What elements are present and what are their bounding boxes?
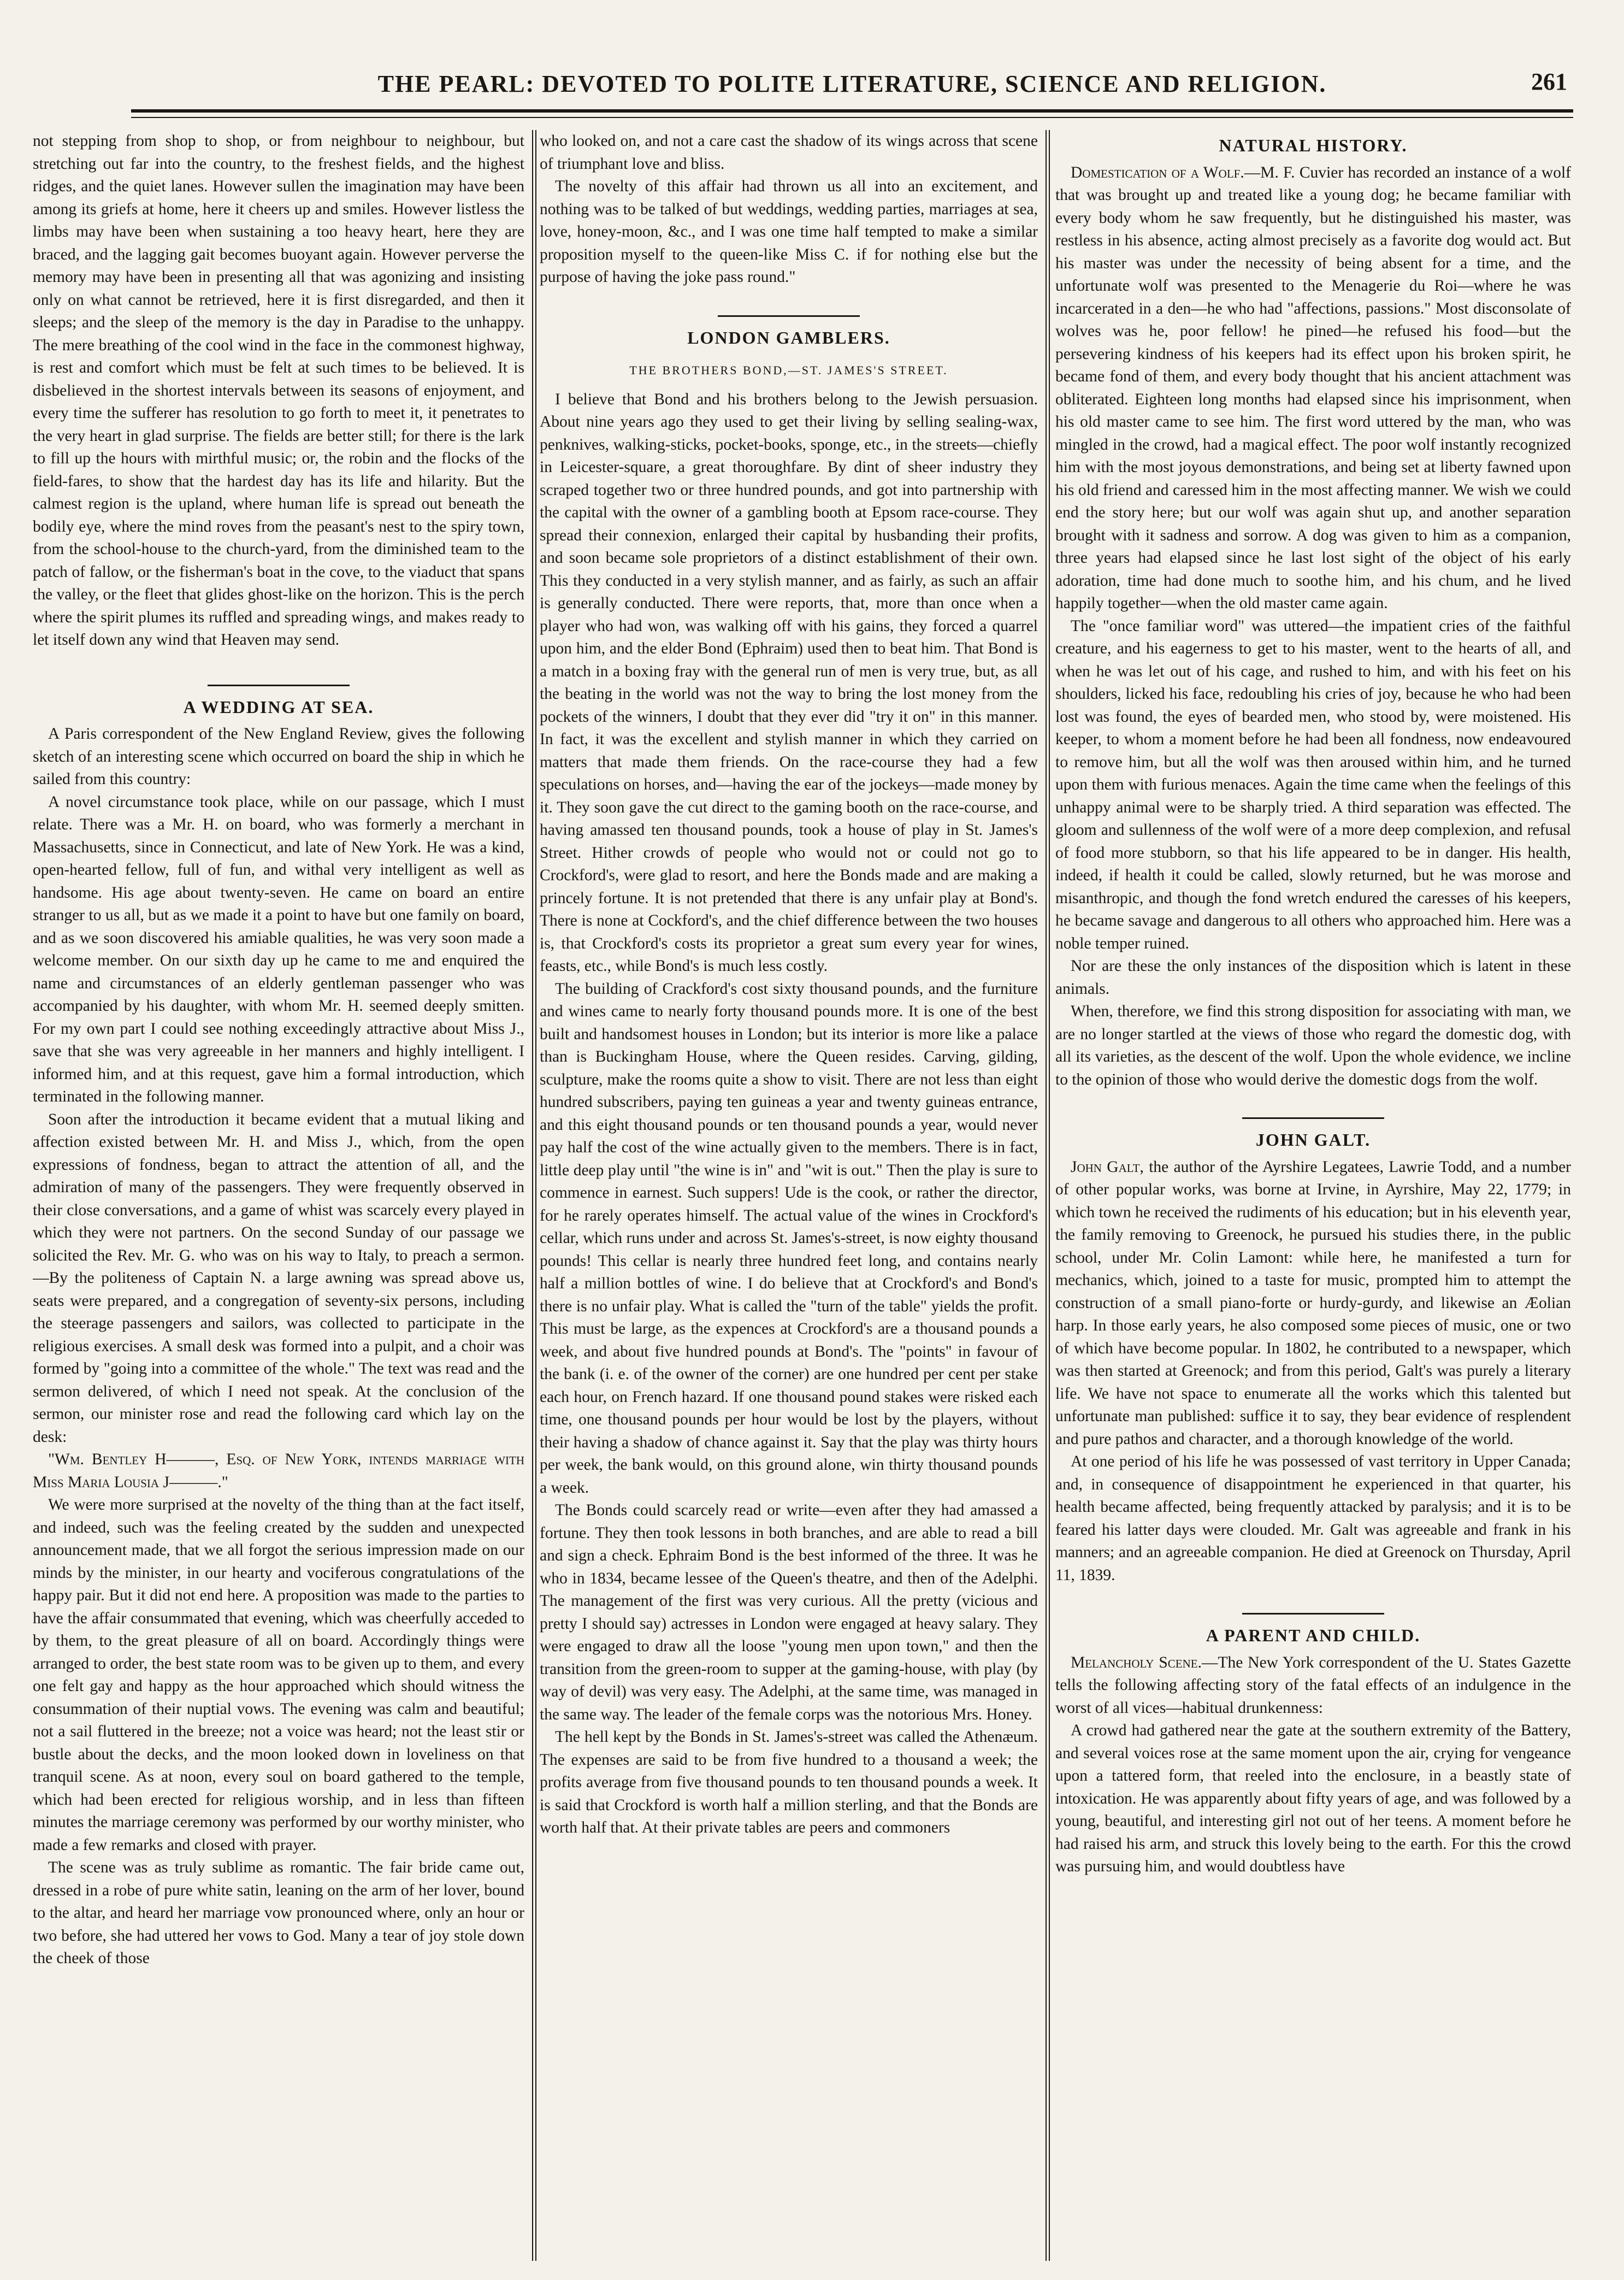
article-heading-gamblers: LONDON GAMBLERS. <box>687 327 890 347</box>
section-divider <box>718 315 860 317</box>
paragraph-text: —M. F. Cuvier has recorded an instance of a wolf that was brought up and treated like a young dog; he became familiar with every body whom he saw frequently, but he distinguished his master, was restless in his absence, acting almost precisely as a favorite dog would act. But his master was under the necessity of being absent for a time, and the unfortunate wolf was presented to the Menagerie du Roi—where he was incarcerated in a den—he who had "affections, passions." Most disconsolate of wolves was he, poor fellow! he pined—he refused his food—but the persevering kindness of his keepers had its effect upon his broken spirit, he became fond of them, and every body thought that his ancient attachment was obliterated. Eighteen long months had elapsed since his imprisonment, when his old master came to see him. The first word uttered by the man, who was mingled in the crowd, had a magical effect. The poor wolf instantly recognized him with the most joyous demonstrations, and being set at liberty fawned upon his old friend and caressed him in the most affecting manner. We wish we could end the story here; but our wolf was again shut up, and another separation brought with it sadness and sorrow. A dog was given to him as a companion, three years had elapsed since he last lost sight of the object of his early adoration, time had done much to soothe him, and his chum, and he lived happily together—when the old master came again. <box>1055 163 1571 612</box>
paragraph: The scene was as truly sublime as romantic. The fair bride came out, dressed in a robe of pure white satin, leaning on the arm of her lover, bound to the altar, and heard her marriage vow pronounced where, only an hour or two before, she had uttered her vows to God. Many a tear of joy stole down the cheek of those <box>33 1859 524 1967</box>
run-in-lead: Melancholy Scene. <box>1071 1653 1202 1671</box>
paragraph: The Bonds could scarcely read or write—even after they had amassed a fortune. They then took lessons in both branches, and are able to read a bill and sign a check. Ephraim Bond is the best informed of the three. It was he who in 1834, became lessee of the Queen's theatre, and then of the Adelphi. The management of the first was very curious. All the pretty (vicious and pretty I should say) actresses in London were engaged at heavy salary. They were engaged to draw all the loose "young men upon town," and then the transition from the green-room to supper at the gaming-house, with play (by way of devil) was very easy. The Adelphi, at the same time, was managed in the same way. The leader of the female corps was the notorious Mrs. Honey. <box>540 1501 1038 1723</box>
article-heading-parent-child: A PARENT AND CHILD. <box>1206 1625 1421 1645</box>
paragraph: When, therefore, we find this strong disposition for associating with man, we are no longer startled at the views of those who regard the domestic dog, with all its varieties, as the descent of the wolf. Upon the whole evidence, we incline to the opinion of those who would derive the domestic dogs from the wolf. <box>1055 1003 1571 1088</box>
section-divider <box>208 685 350 686</box>
paragraph: not stepping from shop to shop, or from neighbour to neighbour, but stretching out far into the country, to the freshest fields, and the highest ridges, and the quiet lanes. However sullen the imagination may have been among its griefs at home, here it cheers up and smiles. However listless the limbs may have been when sustaining a too heavy heart, here they are braced, and the lagging gait becomes buoyant again. However perverse the memory may have been in presenting all that was agonizing and insisting only on what cannot be retrieved, here it is first disregarded, and then it sleeps; and the sleep of the memory is the day in Paradise to the unhappy. The mere breathing of the cool wind in the face in the commonest highway, is rest and comfort which must be felt at such times to be believed. It is disbelieved in the shortest intervals between its seasons of enjoyment, and every time the sufferer has resolution to go forth to meet it, it penetrates to the very heart in glad surprise. The fields are better still; for there is the lark to fill up the hours with mirthful music; or, the robin and the flocks of the field-fares, to show that the hardest day has its life and hilarity. But the calmest region is the upland, where human life is spread out beneath the bodily eye, where the mind roves from the peasant's nest to the spiry town, from the school-house to the church-yard, from the diminished team to the patch of fallow, or the fisherman's boat in the cove, to the viaduct that spans the valley, or the fleet that glides ghost-like on the horizon. This is the perch where the spirit plumes its ruffled and spreading wings, and makes ready to let itself down any wind that Heaven may send. <box>33 132 524 649</box>
masthead-rule-thin <box>131 117 1573 118</box>
paragraph: We were more surprised at the novelty of the thing than at the fact itself, and indeed, such was the feeling created by the sudden and unexpected announcement made, that we all forgot the serious impression made on our minds by the minister, in our hearty and vociferous congratulations of the happy pair. But it did not end here. A proposition was made to the parties to have the affair consummated that evening, which was cheerfully acceded to by them, to the great pleasure of all on board. Accordingly things were arranged to order, the best state room was to be given up to them, and every one felt gay and happy as the hour approached which should witness the consummation of their nuptial vows. The evening was calm and beautiful; not a sail fluttered in the breeze; not a voice was heard; not the least stir or bustle about the decks, and the moon looked down in loveliness on that tranquil scene. As at noon, every soul on board gathered to the temple, which had been erected for religious worship, and in less than fifteen minutes the marriage ceremony was performed by our worthy minister, who made a few remarks and closed with prayer. <box>33 1496 524 1854</box>
column-3 <box>1055 130 1571 2261</box>
masthead-rule <box>131 109 1573 113</box>
paragraph <box>1055 162 1571 615</box>
paragraph-text: the author of the Ayrshire Legatees, Lawrie Todd, and a number of other popular works, was borne at Irvine, in Ayrshire, May 22, 1779; in which town he received the rudiments of his education; but in his eleventh year, the family removing to Greenock, he pursued his studies there, in the public school, under Mr. Colin Lamont: while here, he manifested a turn for mechanics, which, joined to a taste for music, prompted him to attempt the construction of a small piano-forte or hurdy-gurdy, and likewise an Æolian harp. In those early years, he also composed some pieces of music, one or two of which have become popular. In 1802, he contributed to a newspaper, which was then started at Greenock; and from this period, Galt's was purely a literary life. We have not space to enumerate all the works which this talented but unfortunate man published: suffice it to say, they bear evidence of resplendent and pure pathos and character, and a thorough knowledge of the world. <box>1055 1158 1571 1448</box>
article-subheading: THE BROTHERS BOND,—ST. JAMES'S STREET. <box>629 363 948 377</box>
masthead-title: THE PEARL: DEVOTED TO POLITE LITERATURE, SCIENCE AND RELIGION. <box>377 70 1327 97</box>
paragraph-text: —The New York correspondent of the U. States Gazette tells the following affecting story of the fatal effects of an indulgence in the worst of all vices—habitual drunkenness: <box>1055 1653 1571 1717</box>
run-in-lead: John Galt, <box>1071 1158 1144 1176</box>
paragraph <box>1055 1652 1571 1720</box>
paragraph: I believe that Bond and his brothers belong to the Jewish persuasion. About nine years ago they used to get their living by selling sealing-wax, penknives, walking-sticks, pocket-books, sponge, etc., in the streets—chiefly in Leicester-square, a great thoroughfare. By dint of sheer industry they scraped together two or three hundred pounds, and got into partnership with the capital with the owner of a gambling booth at Epsom race-course. They spread their connexion, enlarged their capital by husbanding their profits, and soon became sole proprietors of a distinct establishment of their own. This they conducted in a very stylish manner, and as fairly, as such an affair is generally conducted. There were reports, that, more than once when a player who had won, was walking off with his gains, they forced a quarrel upon him, and the elder Bond (Ephraim) used then to beat him. That Bond is a match in a boxing fray with the general run of men is very true, but, as all the beating in the world was not the way to bring the lost money from the pockets of the winners, I doubt that they ever did "try it on" in this manner. In fact, it was the excellent and stylish manner in which they carried on matters that made them friends. On the race-course they had a few speculations on horses, and—having the ear of the jockeys—made money by it. They soon gave the cut direct to the gaming booth on the race-course, and having amassed ten thousand pounds, took a house of play in St. James's Street. Hither crowds of people who would not or could not go to Crockford's, were glad to resort, and here the Bonds made and are making a princely fortune. It is not pretended that there is any unfair play at Bond's. There is none at Cockford's, and the chief difference between the two houses is, that Crockford's costs its proprietor a great sum every year for wines, feasts, etc., while Bond's is much less costly. <box>540 390 1038 975</box>
paragraph: A novel circumstance took place, while on our passage, which I must relate. There was a Mr. H. on board, who was formerly a merchant in Massachusetts, since in Connecticut, and late of New York. He was a kind, open-hearted fellow, full of fun, and withal very intelligent as well as handsome. His age about twenty-seven. He came on board an entire stranger to us all, but as we made it a point to have but one family on board, and as we soon discovered his amiable qualities, he was very soon made a welcome member. On our sixth day up he came to me and enquired the name and circumstances of an elderly gentleman passenger who was accompanied by his daughter, with whom Mr. H. seemed deeply smitten. For my own part I could see nothing exceedingly attractive about Miss J., save that she was very agreeable in her manners and highly intelligent. I informed him, and at this request, gave him a formal introduction, which terminated in the following manner. <box>33 793 524 1105</box>
paragraph: At one period of his life he was possessed of vast territory in Upper Canada; and, in consequence of disappointment he experienced in that quarter, his health became affected, being frequently attacked by paralysis; and it is to be feared his latter days were clouded. Mr. Galt was agreeable and frank in his manners; and an agreeable companion. He died at Greenock on Thursday, April 11, 1839. <box>1055 1453 1571 1584</box>
column-divider <box>1049 130 1050 2261</box>
column-2 <box>540 130 1038 2261</box>
paragraph: Soon after the introduction it became evident that a mutual liking and affection existed between Mr. H. and Miss J., which, from the open expressions of fondness, began to attract the attention of all, and the admiration of many of the passengers. They were frequently observed in their close conversations, and a game of whist was scarcely every played in which they were not partners. On the second Sunday of our passage we solicited the Rev. Mr. G. who was on his way to Italy, to preach a sermon.—By the politeness of Captain N. a large awning was spread above us, seats were prepared, and a congregation of seventy-six persons, including the steerage passengers and sailors, was collected to participate in the religious exercises. A small desk was formed into a pulpit, and a choir was formed by "going into a committee of the whole." The text was read and the sermon delivered, of which I need not speak. At the conclusion of the sermon, our minister rose and read the following card which lay on the desk: <box>33 1110 524 1446</box>
paragraph: The hell kept by the Bonds in St. James's-street was called the Athenæum. The expenses are said to be from five hundred to a thousand a week; the profits average from five thousand pounds to ten thousand pounds a week. It is said that Crockford is worth half a million sterling, and that the Bonds are worth half that. At their private tables are peers and commoners <box>540 1728 1038 1836</box>
paragraph: Nor are these the only instances of the disposition which is latent in these animals. <box>1055 957 1571 998</box>
page-number: 261 <box>1531 68 1567 95</box>
article-heading-wedding: A WEDDING AT SEA. <box>183 697 374 717</box>
column-divider <box>1046 130 1047 2261</box>
wedding-card: "Wm. Bentley H———, Esq. of New York, intends marriage with Miss Maria Lousia J———." <box>33 1451 524 1491</box>
column-divider <box>532 130 533 2261</box>
column-1 <box>33 130 524 2261</box>
paragraph: who looked on, and not a care cast the shadow of its wings across that scene of triumphant love and bliss. <box>540 132 1038 173</box>
paragraph: The "once familiar word" was uttered—the impatient cries of the faithful creature, and his eagerness to get to his master, went to the hearts of all, and when he was let out of his cage, and rushed to him, and with his feet on his shoulders, licked his face, redoubling his cries of joy, because he who had been lost was found, the eyes of bearded men, who stood by, were moistened. His keeper, to whom a moment before he had been all fondness, now endeavoured to remove him, but all the wolf was then aroused within him, and he turned upon them with furious menaces. Again the time came when the feelings of this unhappy animal were to be sharply tried. A third separation was effected. The gloom and sullenness of the wolf were of a more deep complexion, and refusal of food more stubborn, so that his life appeared to be in danger. His health, indeed, if health it could be called, slowly returned, but he was morose and misanthropic, and though the fond wretch endured the caresses of his keepers, he became savage and dangerous to all others who approached him. Here was a noble temper ruined. <box>1055 617 1571 952</box>
paragraph: A crowd had gathered near the gate at the southern extremity of the Battery, and several voices rose at the same moment upon the air, crying for vengeance upon a tattered form, that reeled into the enclosure, in a beastly state of intoxication. He was apparently about fifty years of age, and was followed by a young, beautiful, and interesting girl not out of her teens. A moment before he had raised his arm, and struck this lovely being to the earth. For this the crowd was pursuing him, and would doubtless have <box>1055 1722 1571 1875</box>
article-heading-galt: JOHN GALT. <box>1255 1130 1371 1150</box>
paragraph: The novelty of this affair had thrown us all into an excitement, and nothing was to be talked of but weddings, wedding parties, marriages at sea, love, honey-moon, &c., and I was one time half tempted to make a similar proposition myself to the queen-like Miss C. if for nothing else but the purpose of having the joke pass round." <box>540 178 1038 286</box>
paragraph: The building of Crackford's cost sixty thousand pounds, and the furniture and wines came to nearly forty thousand pounds more. It is one of the best built and handsomest houses in London; but its interior is more like a palace than is Buckingham House, where the Queen resides. Carving, gilding, sculpture, make the rooms quite a show to visit. There are not less than eight hundred subscribers, paying ten guineas a year and twenty guineas entrance, and this eight thousand pounds or ten thousand pounds a year, would never pay half the cost of the wine actually given to the members. There is in fact, little deep play until "the wine is in" and "wit is out." Then the play is sure to commence in earnest. Such suppers! Ude is the cook, or rather the director, for he rarely operates himself. The actual value of the wines in Crockford's cellar, which runs under and across St. James's-street, is now eighty thousand pounds! This cellar is nearly three hundred feet long, and contains nearly half a million bottles of wine. I do believe that at Crockford's and Bond's there is no unfair play. What is called the "turn of the table" yields the profit. This must be large, as the expences at Crockford's are a thousand pounds a week, and about five hundred pounds at Bond's. The "points" in favour of the bank (i. e. of the owner of the corner) are one hundred per cent per stake each hour, on French hazard. If one thousand pound stakes were risked each time, one thousand pounds per hour would be lost by the players, without their having a shadow of chance against it. Say that the play was thirty hours per week, the bank would, on this ground alone, win thirty thousand pounds a week. <box>540 980 1038 1497</box>
column-divider <box>535 130 536 2261</box>
article-heading-natural-history: NATURAL HISTORY. <box>1219 135 1408 155</box>
section-divider <box>1242 1613 1384 1615</box>
paragraph <box>1055 1156 1571 1451</box>
run-in-lead: Domestication of a Wolf. <box>1071 163 1244 181</box>
section-divider <box>1242 1117 1384 1119</box>
paragraph: A Paris correspondent of the New England Review, gives the following sketch of an interesting scene which occurred on board the ship in which he sailed from this country: <box>33 725 524 788</box>
